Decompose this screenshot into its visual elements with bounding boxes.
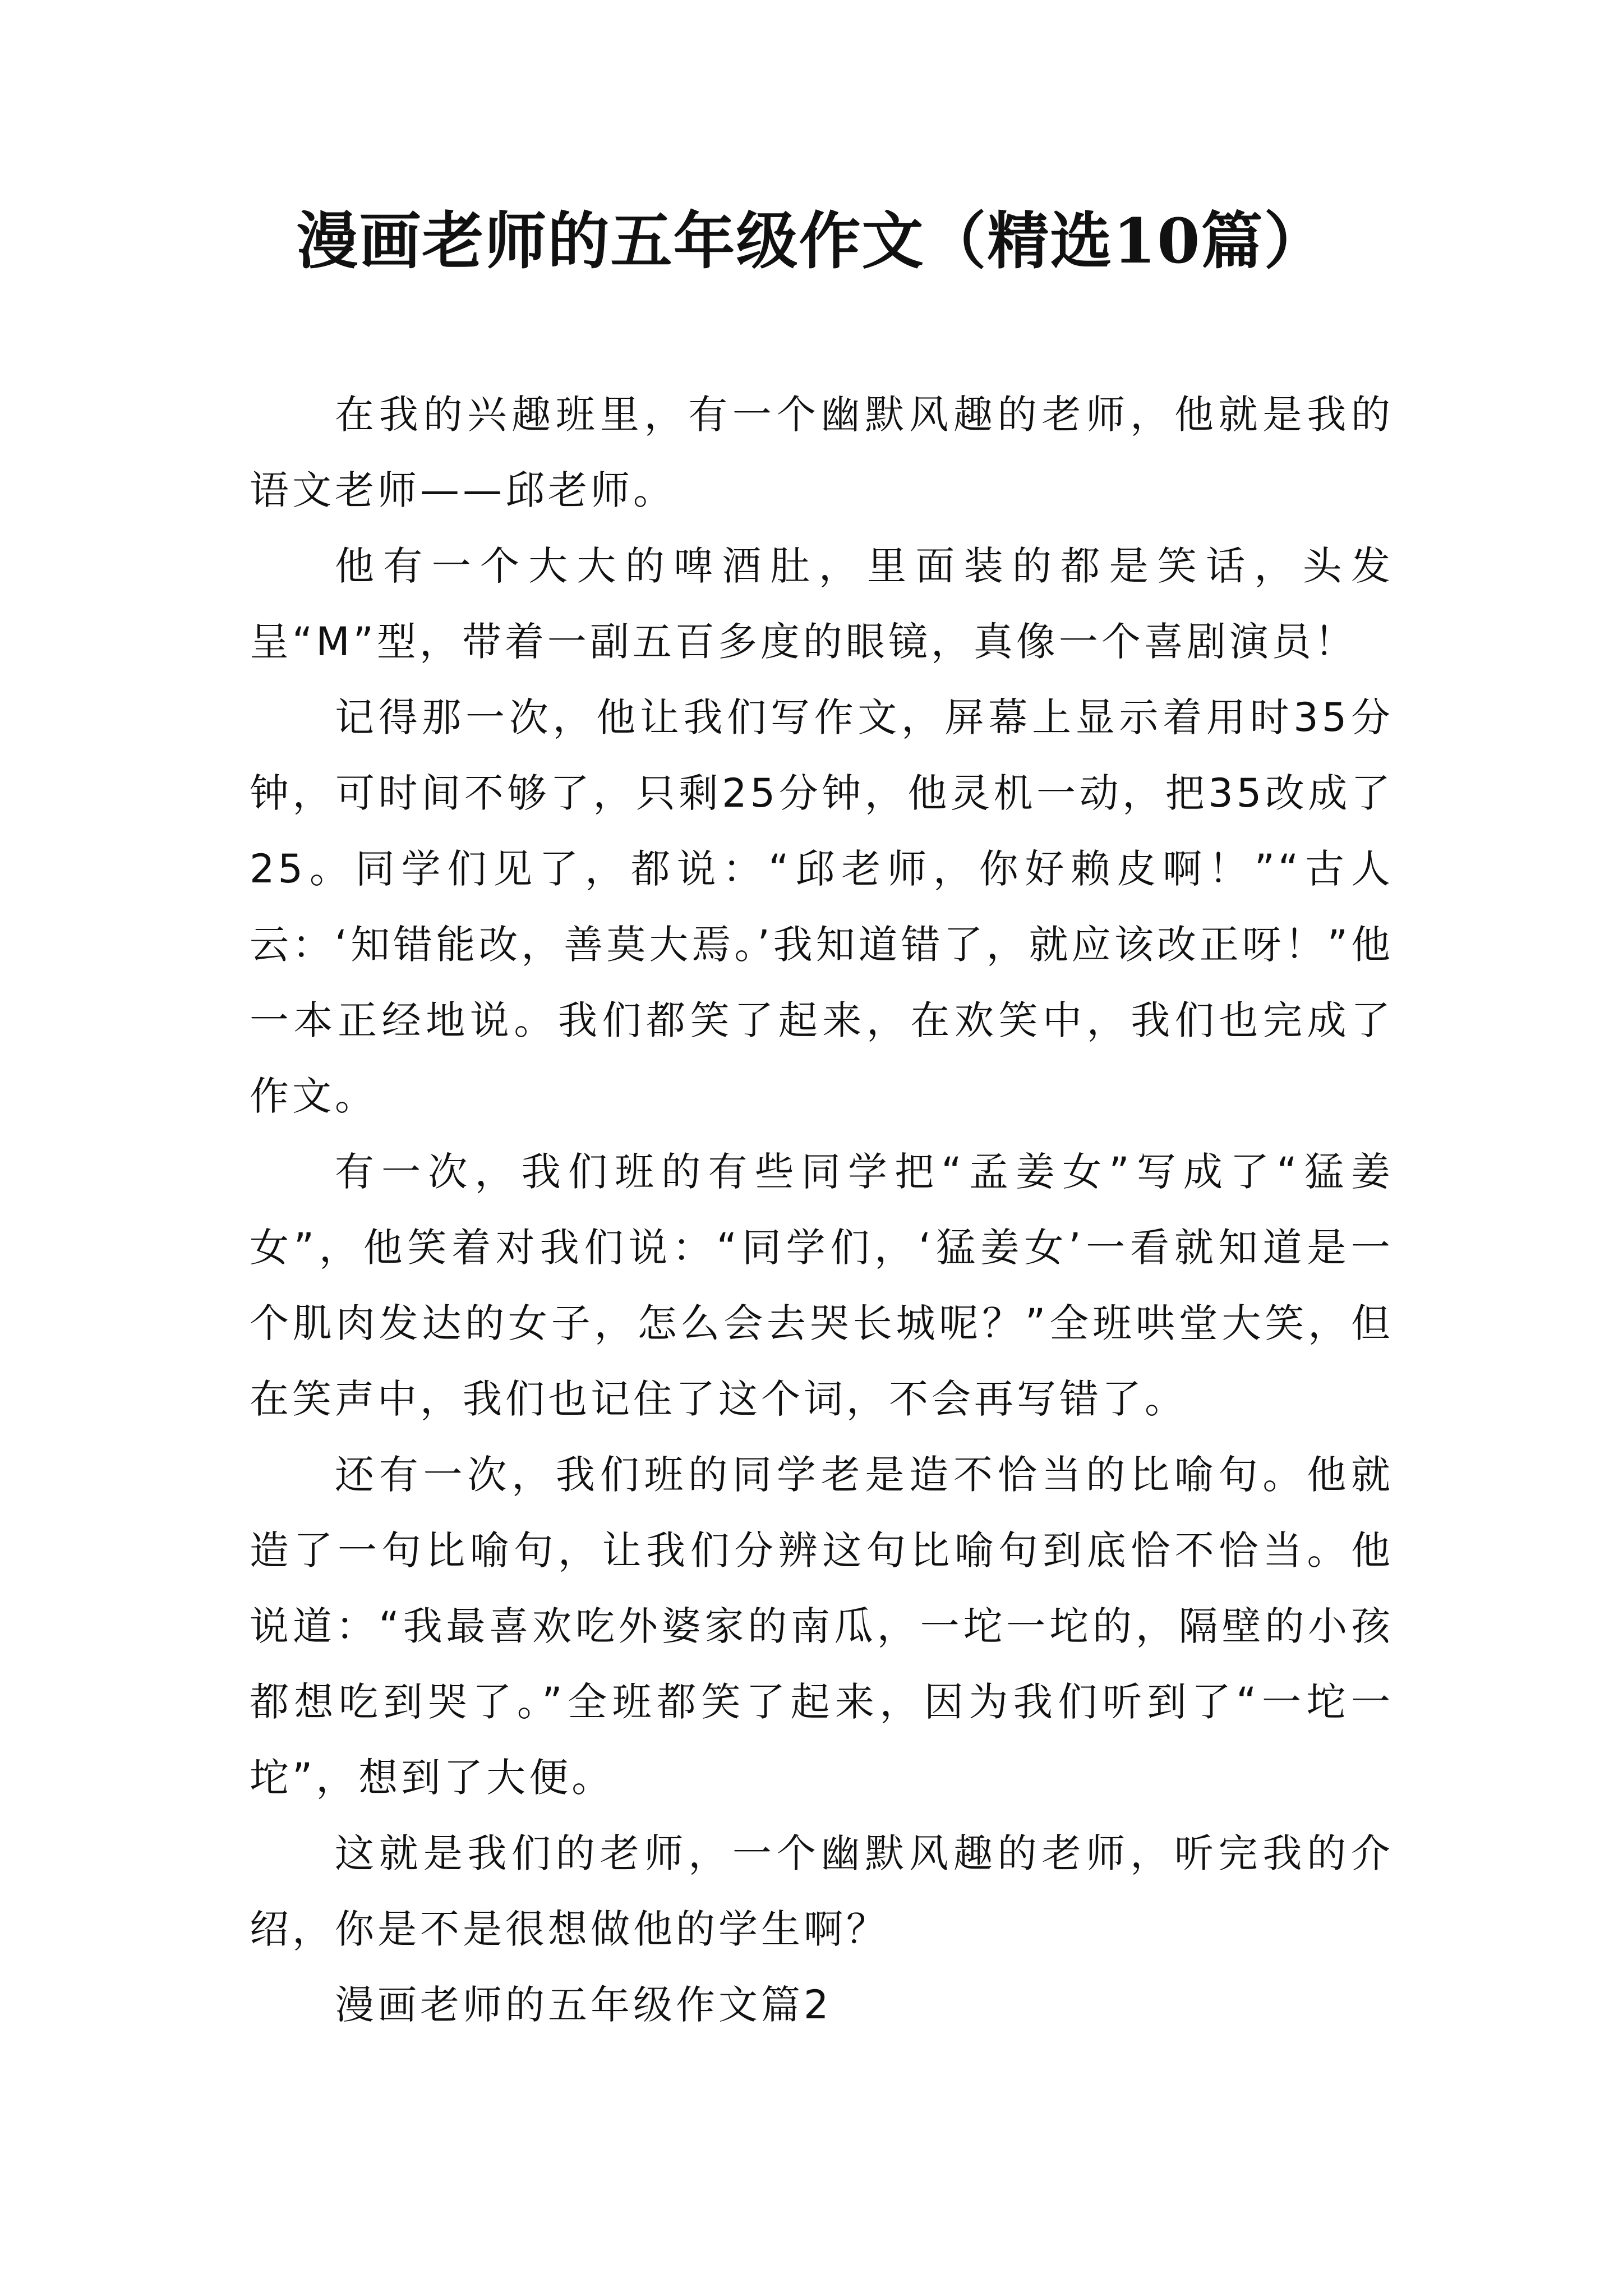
document-title: 漫画老师的五年级作文（精选10篇） <box>296 205 1327 277</box>
paragraph-3: 记得那一次，他让我们写作文，屏幕上显示着用时35分钟，可时间不够了，只剩25分钟，他灵机一动，把35改成了25。同学们见了，都说：“邱老师，你好赖皮啊！”“古人云：‘知错能改，善莫大焉。’我知道错了，就应该改正呀！”他一本正经地说。我们都笑了起来，在欢笑中，我们也完成了作文。 <box>250 694 1394 1119</box>
paragraph-5: 还有一次，我们班的同学老是造不恰当的比喻句。他就造了一句比喻句，让我们分辨这句比喻句到底恰不恰当。他说道：“我最喜欢吃外婆家的南瓜，一坨一坨的，隔壁的小孩都想吃到哭了。”全班都笑了起来，因为我们听到了“一坨一坨”，想到了大便。 <box>250 1452 1394 1801</box>
paragraph-2: 他有一个大大的啤酒肚，里面装的都是笑话，头发呈“M”型，带着一副五百多度的眼镜，真像一个喜剧演员！ <box>250 543 1394 665</box>
section-heading-2: 漫画老师的五年级作文篇2 <box>335 1982 832 2028</box>
paragraph-1: 在我的兴趣班里，有一个幽默风趣的老师，他就是我的语文老师——邱老师。 <box>250 392 1394 513</box>
document-body <box>250 377 1394 2043</box>
paragraph-4: 有一次，我们班的有些同学把“孟姜女”写成了“猛姜女”，他笑着对我们说：“同学们，‘猛姜女’一看就知道是一个肌肉发达的女子，怎么会去哭长城呢？”全班哄堂大笑，但在笑声中，我们也记住了这个词，不会再写错了。 <box>250 1149 1394 1422</box>
paragraph-6: 这就是我们的老师，一个幽默风趣的老师，听完我的介绍，你是不是很想做他的学生啊？ <box>250 1830 1394 1952</box>
